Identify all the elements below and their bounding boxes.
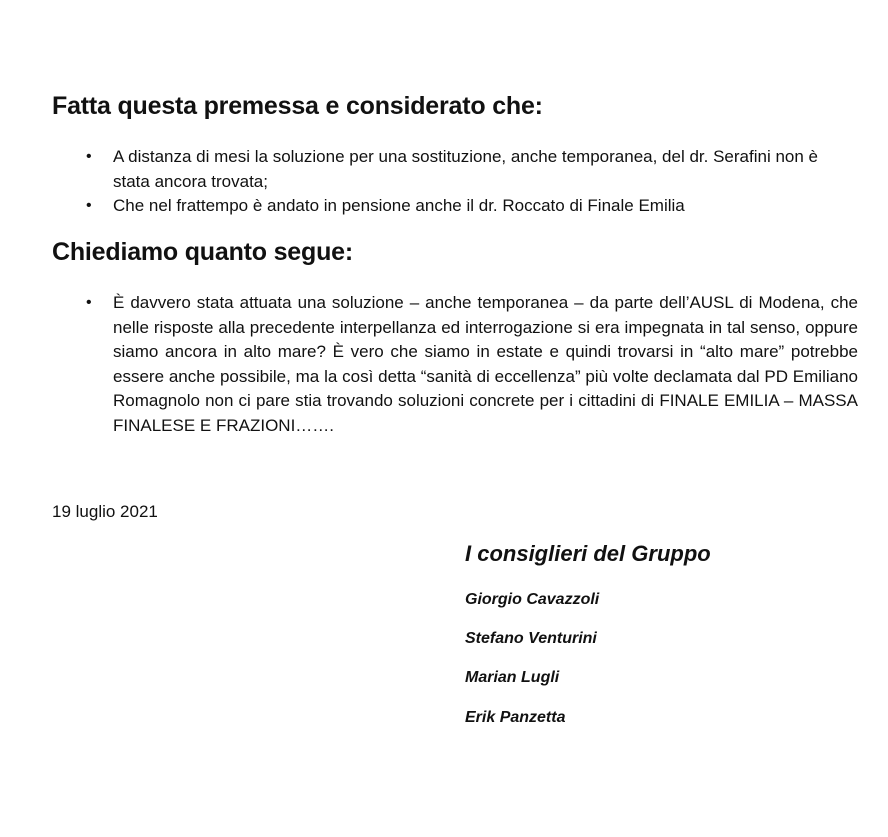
signer-name: Stefano Venturini (465, 630, 597, 647)
bullet-icon: • (86, 197, 92, 214)
list-item-text: A distanza di mesi la soluzione per una sostituzione, anche temporanea, del dr. Serafini non è stata ancora trovata; (113, 147, 818, 191)
document-date: 19 luglio 2021 (52, 502, 158, 521)
bullet-icon: • (86, 294, 92, 311)
section-heading-premessa: Fatta questa premessa e considerato che: (52, 92, 543, 120)
list-item (0, 145, 858, 194)
list-item-text: Che nel frattempo è andato in pensione anche il dr. Roccato di Finale Emilia (113, 196, 685, 215)
premessa-list (0, 145, 858, 219)
signer-name: Giorgio Cavazzoli (465, 591, 600, 608)
richieste-list (0, 291, 858, 438)
list-item-text: È davvero stata attuata una soluzione – anche temporanea – da parte dell’AUSL di Modena, che nelle risposte alla precedente interpellanza ed interrogazione si era impegnata in tal senso, oppure siamo ancora in alto mare? È vero che siamo in estate e quindi trovarsi in “alto mare” potrebbe essere anche possibile, ma la così detta “sanità di eccellenza” più volte declamata dal PD Emiliano Romagnolo non ci pare stia trovando soluzioni concrete per i cittadini di FINALE EMILIA – MASSA FINALESE E FRAZIONI……. (113, 293, 858, 435)
signature-title: I consiglieri del Gruppo (465, 541, 711, 566)
list-item (0, 291, 858, 438)
list-item (0, 194, 858, 219)
bullet-icon: • (86, 148, 92, 165)
signer-name: Marian Lugli (465, 669, 560, 686)
signer-name: Erik Panzetta (465, 709, 566, 726)
section-heading-richieste: Chiediamo quanto segue: (52, 238, 353, 266)
